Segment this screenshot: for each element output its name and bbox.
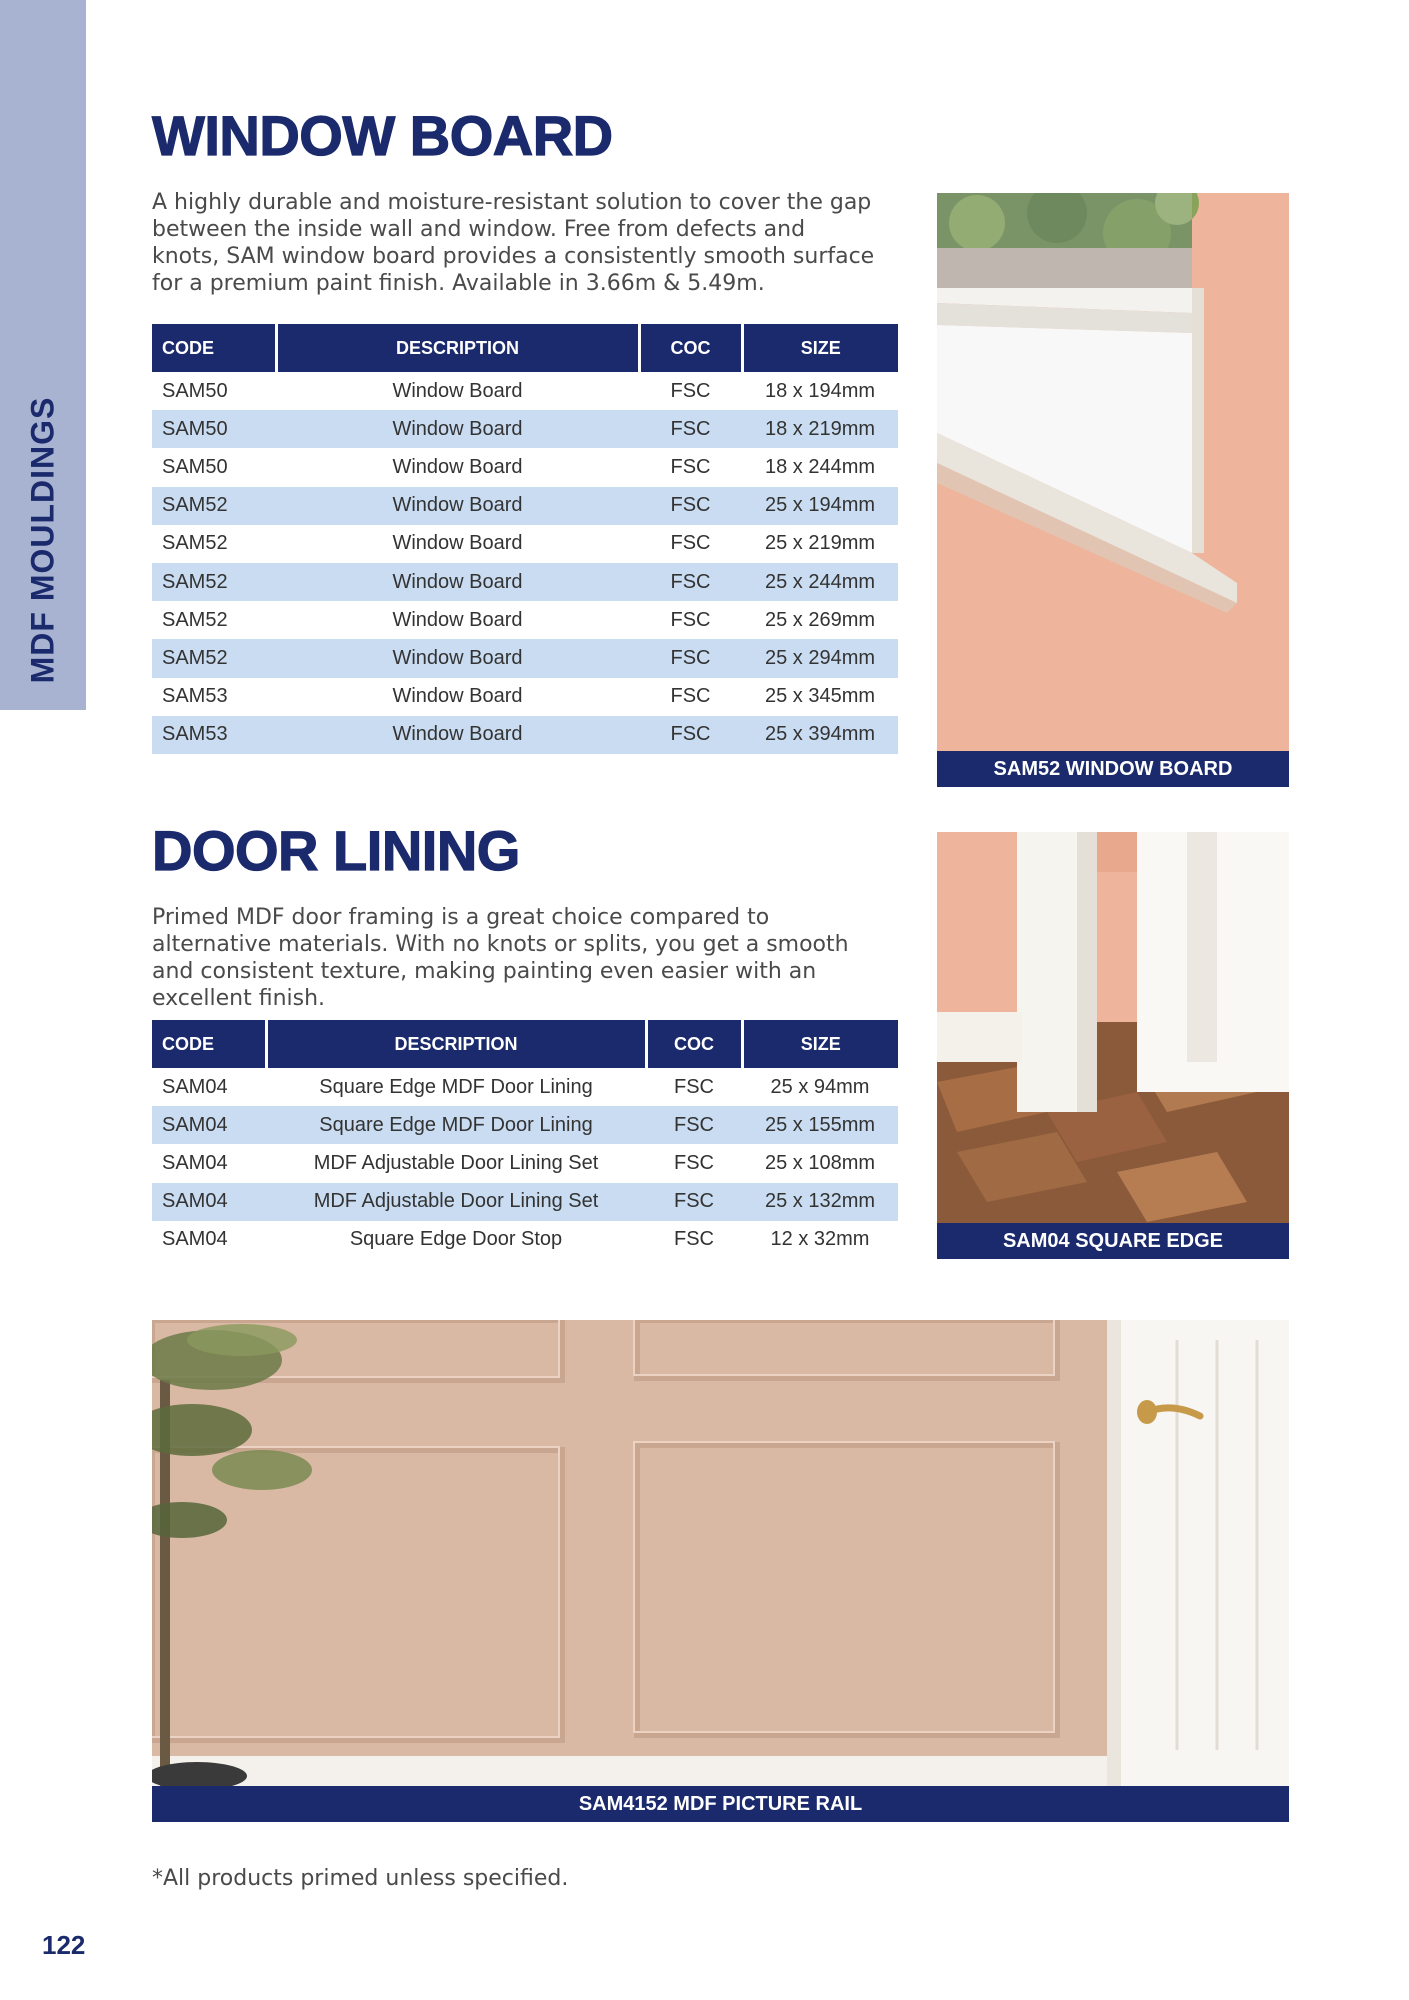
door-lining-caption: SAM04 SQUARE EDGE — [937, 1223, 1289, 1259]
window-board-caption: SAM52 WINDOW BOARD — [937, 751, 1289, 787]
table-cell-code: SAM04 — [152, 1183, 266, 1221]
table-row — [152, 448, 898, 486]
table-cell-size: 25 x 132mm — [742, 1183, 898, 1221]
table-cell-size: 25 x 155mm — [742, 1106, 898, 1144]
table-row — [152, 410, 898, 448]
table-cell-coc: FSC — [670, 532, 711, 555]
table-cell-description: Window Board — [392, 608, 523, 631]
table-cell-code: SAM52 — [152, 639, 276, 677]
table-cell-coc: FSC — [639, 410, 742, 448]
window-board-table — [152, 324, 898, 754]
table-cell-size: 25 x 345mm — [764, 685, 876, 708]
table-row — [152, 678, 898, 716]
table-cell-size: 25 x 244mm — [742, 563, 898, 601]
table-cell-description: Square Edge Door Stop — [349, 1228, 563, 1251]
table-cell-size: 18 x 219mm — [742, 410, 898, 448]
section-side-tab — [0, 0, 86, 710]
table-cell-size: 25 x 219mm — [764, 532, 876, 555]
table-cell-coc: FSC — [670, 379, 711, 402]
table-cell-description: Window Board — [276, 716, 639, 754]
door-lining-description: Primed MDF door framing is a great choice compared to alternative materials. With no knots or splits, you get a smooth and consistent texture, making painting even easier with an excellent finish. — [152, 905, 849, 1011]
table-cell-description: Window Board — [392, 532, 523, 555]
picture-rail-caption: SAM4152 MDF PICTURE RAIL — [152, 1786, 1289, 1822]
table-cell-description: MDF Adjustable Door Lining Set — [313, 1151, 599, 1174]
table-cell-coc: FSC — [670, 685, 711, 708]
table-cell-description: Square Edge MDF Door Lining — [319, 1075, 593, 1098]
window-board-header-description: DESCRIPTION — [276, 324, 639, 372]
table-cell-code: SAM52 — [152, 487, 276, 525]
door-lining-photo — [937, 832, 1289, 1259]
table-row — [152, 525, 898, 563]
table-cell-description: Window Board — [276, 563, 639, 601]
table-cell-coc: FSC — [670, 608, 711, 631]
table-cell-description: Window Board — [392, 455, 523, 478]
door-lining-header-coc: COC — [646, 1020, 742, 1068]
side-tab-label: MDF MOULDINGS — [24, 396, 61, 684]
table-cell-size: 25 x 194mm — [742, 487, 898, 525]
table-cell-code: SAM52 — [162, 608, 228, 631]
table-cell-code: SAM04 — [162, 1075, 228, 1098]
door-lining-illustration — [937, 832, 1289, 1223]
table-cell-coc: FSC — [674, 1075, 714, 1098]
table-cell-coc: FSC — [639, 563, 742, 601]
table-cell-code: SAM04 — [152, 1106, 266, 1144]
table-cell-size: 25 x 269mm — [764, 608, 876, 631]
table-row — [152, 1144, 898, 1182]
table-cell-code: SAM53 — [152, 716, 276, 754]
table-cell-size: 25 x 108mm — [764, 1151, 876, 1174]
door-lining-table — [152, 1020, 898, 1259]
table-cell-description: Window Board — [276, 410, 639, 448]
table-cell-code: SAM50 — [152, 410, 276, 448]
window-board-header-code: CODE — [152, 324, 276, 372]
window-board-description: A highly durable and moisture-resistant solution to cover the gap between the inside wall and window. Free from defects and knots, SAM window board provides a consistently smooth surface for a premium paint finish. Available in 3.66m & 5.49m. — [152, 190, 875, 296]
window-board-header-coc: COC — [639, 324, 742, 372]
table-cell-description: Window Board — [392, 379, 523, 402]
table-cell-code: SAM04 — [162, 1151, 228, 1174]
table-cell-size: 25 x 294mm — [742, 639, 898, 677]
table-cell-size: 18 x 244mm — [764, 455, 876, 478]
window-board-header-size: SIZE — [742, 324, 898, 372]
table-cell-coc: FSC — [674, 1151, 714, 1174]
table-cell-size: 12 x 32mm — [770, 1228, 870, 1251]
table-cell-coc: FSC — [639, 639, 742, 677]
table-cell-size: 18 x 194mm — [764, 379, 876, 402]
table-row — [152, 716, 898, 754]
door-lining-header-description: DESCRIPTION — [266, 1020, 646, 1068]
door-lining-header-size: SIZE — [742, 1020, 898, 1068]
table-row — [152, 563, 898, 601]
picture-rail-photo — [152, 1320, 1289, 1822]
table-cell-coc: FSC — [646, 1106, 742, 1144]
table-cell-description: Window Board — [392, 685, 523, 708]
table-cell-description: Window Board — [276, 487, 639, 525]
table-cell-size: 25 x 394mm — [742, 716, 898, 754]
table-cell-coc: FSC — [639, 716, 742, 754]
table-cell-coc: FSC — [674, 1228, 714, 1251]
table-cell-coc: FSC — [639, 487, 742, 525]
window-board-title: WINDOW BOARD — [152, 104, 613, 167]
door-lining-title: DOOR LINING — [152, 819, 520, 882]
table-row — [152, 1068, 898, 1106]
table-cell-code: SAM50 — [162, 379, 228, 402]
table-row — [152, 639, 898, 677]
table-cell-description: Square Edge MDF Door Lining — [266, 1106, 646, 1144]
table-row — [152, 372, 898, 410]
table-cell-code: SAM53 — [162, 685, 228, 708]
table-row — [152, 1183, 898, 1221]
table-cell-coc: FSC — [670, 455, 711, 478]
table-row — [152, 487, 898, 525]
page-number: 122 — [42, 1930, 86, 1960]
door-lining-header-code: CODE — [152, 1020, 266, 1068]
window-board-illustration — [937, 193, 1289, 751]
table-cell-code: SAM52 — [152, 563, 276, 601]
window-board-photo — [937, 193, 1289, 787]
table-row — [152, 601, 898, 639]
table-row — [152, 1106, 898, 1144]
table-cell-code: SAM04 — [162, 1228, 228, 1251]
table-cell-description: MDF Adjustable Door Lining Set — [266, 1183, 646, 1221]
picture-rail-illustration — [152, 1320, 1289, 1786]
table-cell-size: 25 x 94mm — [770, 1075, 870, 1098]
footnote: *All products primed unless specified. — [152, 1866, 569, 1891]
table-row — [152, 1221, 898, 1259]
table-cell-code: SAM52 — [162, 532, 228, 555]
table-cell-description: Window Board — [276, 639, 639, 677]
table-cell-code: SAM50 — [162, 455, 228, 478]
table-cell-coc: FSC — [646, 1183, 742, 1221]
